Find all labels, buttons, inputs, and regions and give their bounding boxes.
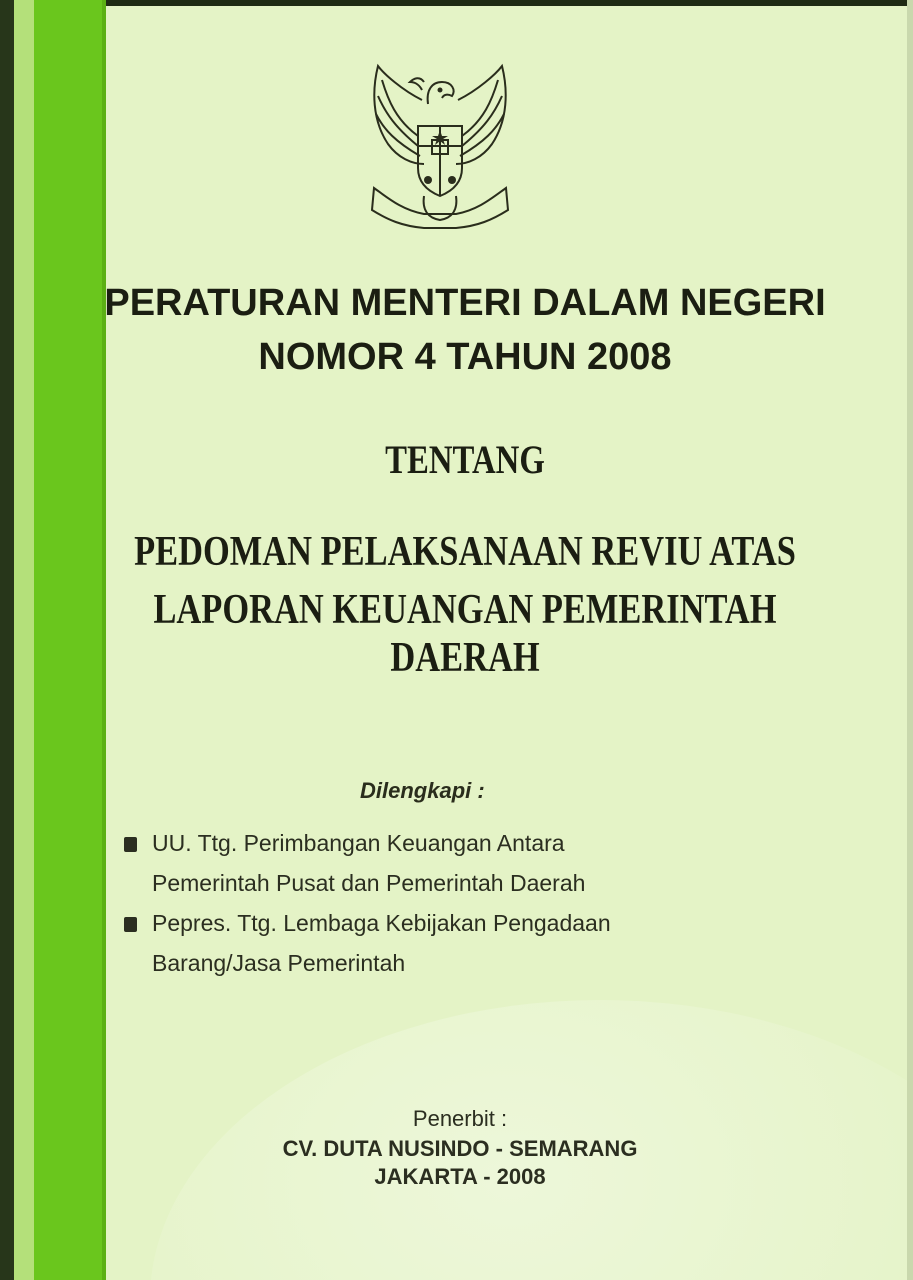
supplement-item-1-line-1: UU. Ttg. Perimbangan Keuangan Antara — [152, 830, 565, 856]
supplement-item-2-line-1: Pepres. Ttg. Lembaga Kebijakan Pengadaan — [152, 910, 611, 936]
supplement-label: Dilengkapi : — [360, 778, 485, 803]
publisher-place-year: JAKARTA - 2008 — [374, 1164, 546, 1189]
publisher-name: CV. DUTA NUSINDO - SEMARANG — [282, 1136, 638, 1161]
spine-light-band — [14, 0, 34, 1280]
bullet-icon — [124, 917, 137, 932]
bullet-icon — [124, 837, 137, 852]
supplement-item-1-line-2: Pemerintah Pusat dan Pemerintah Daerah — [152, 870, 586, 896]
publisher-label: Penerbit : — [412, 1106, 508, 1131]
garuda-emblem-icon — [362, 60, 518, 234]
stripe-shade — [102, 0, 106, 1280]
title-line-1: PERATURAN MENTERI DALAM NEGERI — [104, 282, 826, 324]
subject-line-1: PEDOMAN PELAKSANAAN REVIU ATAS — [134, 529, 796, 575]
title-line-2: NOMOR 4 TAHUN 2008 — [258, 336, 672, 378]
green-spine-stripe — [34, 0, 102, 1280]
top-edge — [0, 0, 913, 6]
left-edge — [0, 0, 14, 1280]
supplement-item-2-line-2: Barang/Jasa Pemerintah — [152, 950, 406, 976]
subject-line-2: LAPORAN KEUANGAN PEMERINTAH DAERAH — [153, 587, 777, 681]
tentang-heading: TENTANG — [385, 437, 545, 482]
right-edge — [907, 0, 913, 1280]
